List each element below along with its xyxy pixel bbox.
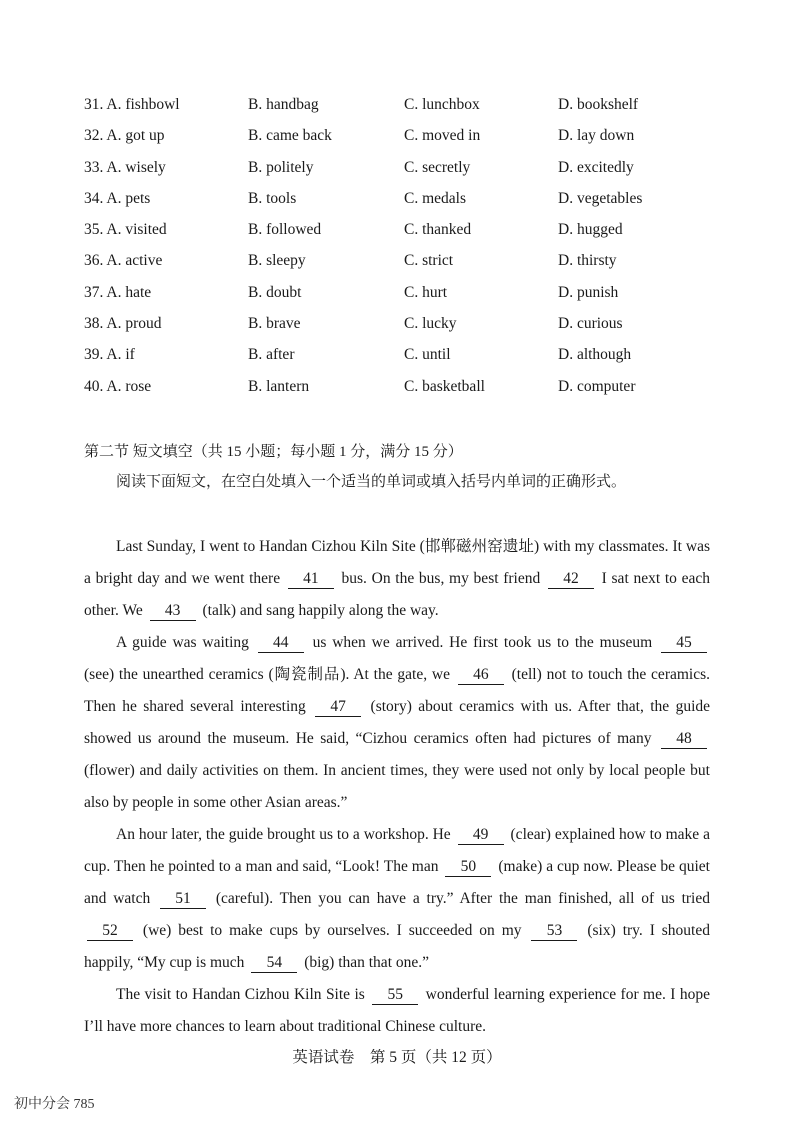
blank-42: 42 — [548, 570, 594, 589]
blank-55: 55 — [372, 986, 418, 1005]
option-c: C. until — [404, 346, 451, 364]
option-d: D. although — [558, 346, 632, 364]
blank-46: 46 — [458, 666, 504, 685]
option-d: D. punish — [558, 283, 619, 301]
passage-paragraph — [84, 979, 710, 1043]
option-row — [84, 343, 724, 374]
option-row — [84, 156, 724, 187]
blank-50: 50 — [445, 858, 491, 877]
option-c: C. basketball — [404, 377, 485, 395]
option-d: D. thirsty — [558, 252, 617, 270]
option-row — [84, 312, 724, 343]
blank-47: 47 — [315, 698, 361, 717]
answer-options — [84, 93, 724, 406]
passage-text: (clear) explained how to make a cup. Then he pointed to a man and said, “Look! The man — [84, 826, 710, 875]
blank-51: 51 — [160, 890, 206, 909]
section-instruction: 阅读下面短文，在空白处填入一个适当的单词或填入括号内单词的正确形式。 — [116, 474, 627, 490]
option-c: C. lunchbox — [404, 96, 480, 113]
option-b: B. sleepy — [248, 252, 306, 270]
option-c: C. hurt — [404, 283, 448, 301]
option-a: 35. A. visited — [84, 221, 167, 239]
option-row — [84, 249, 724, 280]
option-b: B. brave — [248, 315, 301, 333]
passage-text: (flower) and daily activities on them. In ancient times, they were used not only by local people but also by people in some other Asian areas.” — [84, 762, 710, 811]
passage-text: (we) best to make cups by ourselves. I succeeded on my — [136, 922, 529, 939]
option-d: D. lay down — [558, 127, 635, 145]
option-a: 33. A. wisely — [84, 158, 166, 176]
blank-52: 52 — [87, 922, 133, 941]
section-title: 第二节 短文填空（共 15 小题；每小题 1 分，满分 15 分） — [84, 444, 463, 460]
option-b: B. handbag — [248, 96, 319, 113]
blank-53: 53 — [531, 922, 577, 941]
option-b: B. doubt — [248, 283, 302, 301]
option-c: C. moved in — [404, 127, 481, 145]
passage-text: (tell) not to touch the ceramics. Then he shared several interesting — [84, 666, 711, 715]
blank-49: 49 — [458, 826, 504, 845]
blank-48: 48 — [661, 730, 707, 749]
option-c: C. thanked — [404, 221, 472, 239]
option-d: D. curious — [558, 315, 623, 333]
blank-41: 41 — [288, 570, 334, 589]
passage-text: An hour later, the guide brought us to a workshop. He — [116, 826, 455, 843]
option-c: C. secretly — [404, 158, 471, 176]
option-a: 37. A. hate — [84, 283, 152, 301]
option-d: D. vegetables — [558, 189, 643, 207]
passage-text: A guide was waiting — [116, 634, 255, 651]
passage-paragraph — [84, 819, 710, 979]
option-b: B. politely — [248, 158, 314, 176]
option-a: 36. A. active — [84, 252, 163, 270]
passage-paragraph — [84, 627, 710, 819]
passage-text: (big) than that one.” — [300, 954, 430, 971]
page-footer: 英语试卷 第 5 页（共 12 页） — [292, 1049, 502, 1066]
passage-text: (see) the unearthed ceramics (陶瓷制品). At the gate, we — [84, 666, 455, 683]
option-b: B. after — [248, 346, 295, 364]
blank-54: 54 — [251, 954, 297, 973]
option-c: C. medals — [404, 189, 466, 207]
option-a: 32. A. got up — [84, 127, 165, 145]
option-row — [84, 93, 724, 124]
passage-text: wonderful learning experience for me. I hope I’ll have more chances to learn about traditional Chinese culture. — [84, 986, 711, 1035]
passage-text: (talk) and sang happily along the way. — [198, 602, 439, 619]
option-b: B. tools — [248, 189, 297, 207]
corner-label: 初中分会 785 — [14, 1097, 95, 1112]
option-a: 40. A. rose — [84, 377, 152, 395]
option-b: B. followed — [248, 221, 322, 239]
blank-43: 43 — [150, 602, 196, 621]
passage — [84, 531, 710, 1043]
option-a: 38. A. proud — [84, 315, 162, 333]
passage-text: (six) try. I shouted happily, “My cup is much — [84, 922, 710, 971]
option-a: 34. A. pets — [84, 189, 151, 207]
passage-text: bus. On the bus, my best friend — [336, 570, 545, 587]
option-row — [84, 124, 724, 155]
blank-45: 45 — [661, 634, 707, 653]
passage-text: (story) about ceramics with us. After that, the guide showed us around the museum. He said, “Cizhou ceramics often had pictures of many — [84, 698, 711, 747]
option-row — [84, 281, 724, 312]
option-d: D. bookshelf — [558, 96, 639, 113]
option-row — [84, 218, 724, 249]
passage-paragraph — [84, 531, 710, 627]
option-c: C. strict — [404, 252, 454, 270]
option-row — [84, 187, 724, 218]
option-d: D. hugged — [558, 221, 623, 239]
option-c: C. lucky — [404, 315, 457, 333]
passage-text: us when we arrived. He first took us to the museum — [306, 634, 659, 651]
option-b: B. lantern — [248, 377, 310, 395]
passage-text: Last Sunday, I went to Handan Cizhou Kiln Site (邯郸磁州窑遗址) with my classmates. It was a bright day and we went there — [84, 538, 710, 587]
option-a: 31. A. fishbowl — [84, 96, 180, 113]
option-row — [84, 375, 724, 406]
option-d: D. computer — [558, 377, 636, 395]
passage-text: I sat next to each other. We — [84, 570, 711, 619]
option-d: D. excitedly — [558, 158, 634, 176]
option-b: B. came back — [248, 127, 332, 145]
option-a: 39. A. if — [84, 346, 135, 364]
blank-44: 44 — [258, 634, 304, 653]
passage-text: (careful). Then you can have a try.” After the man finished, all of us tried — [209, 890, 710, 907]
passage-text: (make) a cup now. Please be quiet and watch — [84, 858, 710, 907]
passage-text: The visit to Handan Cizhou Kiln Site is — [116, 986, 370, 1003]
